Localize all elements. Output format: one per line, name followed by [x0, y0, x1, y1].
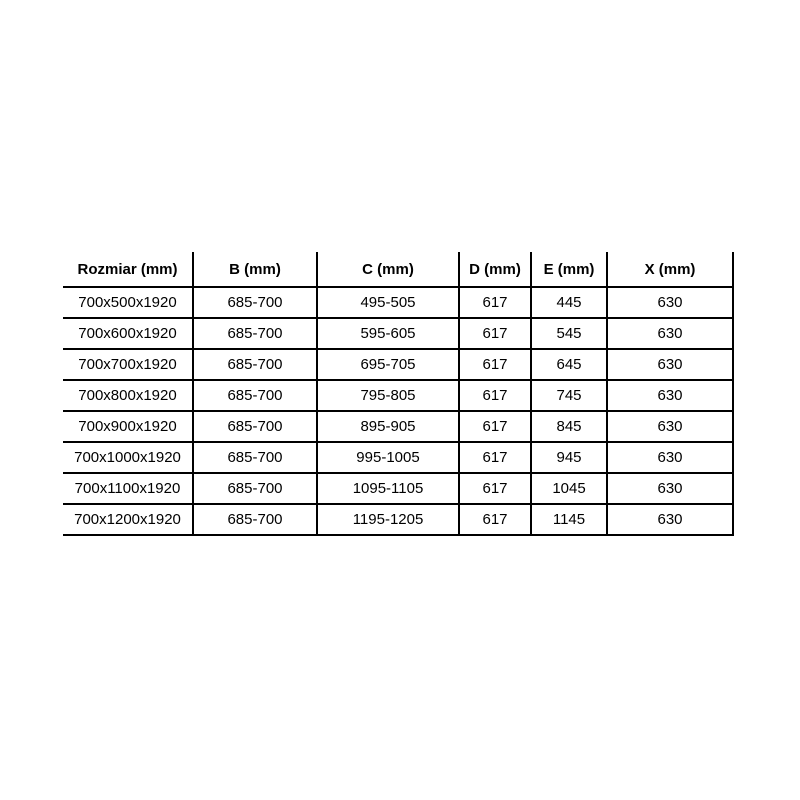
cell-x: 630	[607, 380, 733, 411]
cell-b: 685-700	[193, 411, 317, 442]
cell-x: 630	[607, 473, 733, 504]
cell-b: 685-700	[193, 473, 317, 504]
cell-c: 495-505	[317, 287, 459, 318]
cell-d: 617	[459, 411, 531, 442]
cell-e: 1045	[531, 473, 607, 504]
cell-b: 685-700	[193, 349, 317, 380]
cell-c: 795-805	[317, 380, 459, 411]
cell-c: 1195-1205	[317, 504, 459, 535]
cell-b: 685-700	[193, 287, 317, 318]
cell-e: 845	[531, 411, 607, 442]
table-row	[63, 442, 733, 473]
cell-rozmiar: 700x700x1920	[63, 349, 193, 380]
table-row	[63, 318, 733, 349]
cell-e: 645	[531, 349, 607, 380]
cell-rozmiar: 700x800x1920	[63, 380, 193, 411]
cell-b: 685-700	[193, 380, 317, 411]
cell-d: 617	[459, 473, 531, 504]
column-header-x: X (mm)	[607, 252, 733, 287]
cell-e: 1145	[531, 504, 607, 535]
column-header-c: C (mm)	[317, 252, 459, 287]
cell-rozmiar: 700x1100x1920	[63, 473, 193, 504]
cell-rozmiar: 700x1200x1920	[63, 504, 193, 535]
cell-x: 630	[607, 318, 733, 349]
table-row	[63, 411, 733, 442]
cell-d: 617	[459, 287, 531, 318]
column-header-d: D (mm)	[459, 252, 531, 287]
cell-d: 617	[459, 318, 531, 349]
cell-e: 945	[531, 442, 607, 473]
cell-rozmiar: 700x900x1920	[63, 411, 193, 442]
cell-x: 630	[607, 442, 733, 473]
cell-c: 1095-1105	[317, 473, 459, 504]
cell-rozmiar: 700x1000x1920	[63, 442, 193, 473]
cell-e: 445	[531, 287, 607, 318]
cell-x: 630	[607, 287, 733, 318]
cell-d: 617	[459, 504, 531, 535]
cell-b: 685-700	[193, 504, 317, 535]
cell-d: 617	[459, 442, 531, 473]
column-header-rozmiar: Rozmiar (mm)	[63, 252, 193, 287]
cell-d: 617	[459, 380, 531, 411]
cell-e: 745	[531, 380, 607, 411]
cell-c: 895-905	[317, 411, 459, 442]
table-row	[63, 504, 733, 535]
size-spec-table	[63, 252, 734, 536]
cell-x: 630	[607, 504, 733, 535]
table-row	[63, 473, 733, 504]
table-row	[63, 380, 733, 411]
cell-x: 630	[607, 411, 733, 442]
cell-x: 630	[607, 349, 733, 380]
table-row	[63, 287, 733, 318]
header-row	[63, 252, 733, 287]
cell-b: 685-700	[193, 318, 317, 349]
cell-c: 995-1005	[317, 442, 459, 473]
column-header-e: E (mm)	[531, 252, 607, 287]
cell-rozmiar: 700x600x1920	[63, 318, 193, 349]
column-header-b: B (mm)	[193, 252, 317, 287]
cell-rozmiar: 700x500x1920	[63, 287, 193, 318]
cell-c: 595-605	[317, 318, 459, 349]
cell-d: 617	[459, 349, 531, 380]
table-row	[63, 349, 733, 380]
cell-e: 545	[531, 318, 607, 349]
cell-b: 685-700	[193, 442, 317, 473]
cell-c: 695-705	[317, 349, 459, 380]
